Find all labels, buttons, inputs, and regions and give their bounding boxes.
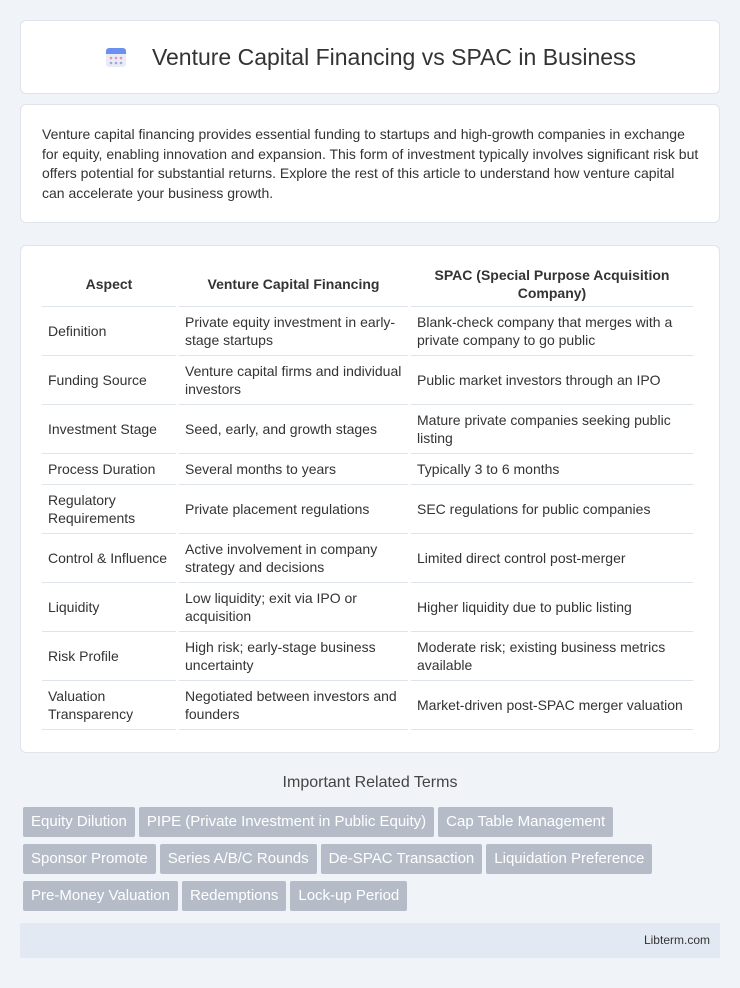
table-row xyxy=(42,534,693,583)
table-row xyxy=(42,632,693,681)
table-cell: Typically 3 to 6 months xyxy=(411,454,693,485)
table-row xyxy=(42,681,693,730)
table-cell: Public market investors through an IPO xyxy=(411,356,693,405)
table-cell: Venture capital firms and individual investors xyxy=(179,356,408,405)
table-cell: Active involvement in company strategy and decisions xyxy=(179,534,408,583)
related-terms-tags xyxy=(23,807,723,918)
table-cell: Private placement regulations xyxy=(179,485,408,534)
table-cell: Seed, early, and growth stages xyxy=(179,405,408,454)
tag-equity-dilution[interactable]: Equity Dilution xyxy=(23,807,135,837)
intro-card xyxy=(20,104,720,223)
table-row xyxy=(42,485,693,534)
tag-pre-money-valuation[interactable]: Pre-Money Valuation xyxy=(23,881,178,911)
page-title: Venture Capital Financing vs SPAC in Business xyxy=(151,43,637,70)
tag-de-spac-transaction[interactable]: De-SPAC Transaction xyxy=(321,844,483,874)
title-card xyxy=(20,20,720,94)
table-header-row xyxy=(42,260,693,307)
table-cell: Mature private companies seeking public listing xyxy=(411,405,693,454)
table-cell: Regulatory Requirements xyxy=(42,485,176,534)
table-cell: Higher liquidity due to public listing xyxy=(411,583,693,632)
table-cell: Several months to years xyxy=(179,454,408,485)
table-cell: Moderate risk; existing business metrics available xyxy=(411,632,693,681)
header-vc: Venture Capital Financing xyxy=(179,260,408,307)
comparison-table-card xyxy=(20,245,720,753)
related-terms-title: Important Related Terms xyxy=(282,774,458,791)
header-spac: SPAC (Special Purpose Acquisition Company) xyxy=(411,260,693,307)
table-cell: Low liquidity; exit via IPO or acquisition xyxy=(179,583,408,632)
table-row xyxy=(42,454,693,485)
table-cell: Market-driven post-SPAC merger valuation xyxy=(411,681,693,730)
table-cell: Blank-check company that merges with a private company to go public xyxy=(411,307,693,356)
footer xyxy=(20,923,720,958)
tag-redemptions[interactable]: Redemptions xyxy=(182,881,286,911)
table-cell: Negotiated between investors and founders xyxy=(179,681,408,730)
table-cell: Liquidity xyxy=(42,583,176,632)
table-cell: Process Duration xyxy=(42,454,176,485)
tag-lock-up-period[interactable]: Lock-up Period xyxy=(290,881,407,911)
table-cell: Control & Influence xyxy=(42,534,176,583)
tag-pipe[interactable]: PIPE (Private Investment in Public Equity) xyxy=(139,807,434,837)
table-cell: Private equity investment in early-stage startups xyxy=(179,307,408,356)
table-cell: Funding Source xyxy=(42,356,176,405)
tag-series-rounds[interactable]: Series A/B/C Rounds xyxy=(160,844,317,874)
table-row xyxy=(42,307,693,356)
tag-cap-table-management[interactable]: Cap Table Management xyxy=(438,807,613,837)
calendar-icon xyxy=(104,45,128,69)
table-cell: High risk; early-stage business uncertainty xyxy=(179,632,408,681)
table-cell: Definition xyxy=(42,307,176,356)
table-cell: Risk Profile xyxy=(42,632,176,681)
tag-sponsor-promote[interactable]: Sponsor Promote xyxy=(23,844,156,874)
header-aspect: Aspect xyxy=(42,260,176,307)
footer-link[interactable]: Libterm.com xyxy=(643,933,710,947)
comparison-table xyxy=(39,260,696,730)
table-row xyxy=(42,583,693,632)
table-cell: Investment Stage xyxy=(42,405,176,454)
tag-liquidation-preference[interactable]: Liquidation Preference xyxy=(486,844,652,874)
table-row xyxy=(42,356,693,405)
table-row xyxy=(42,405,693,454)
intro-text: Venture capital financing provides essential funding to startups and high-growth companies in exchange for equity, enabling innovation and expansion. This form of investment typically involves significant risk but offers potential for substantial returns. Explore the rest of this article to understand how venture capital can accelerate your business growth. xyxy=(42,126,699,201)
table-cell: SEC regulations for public companies xyxy=(411,485,693,534)
table-cell: Valuation Transparency xyxy=(42,681,176,730)
table-cell: Limited direct control post-merger xyxy=(411,534,693,583)
